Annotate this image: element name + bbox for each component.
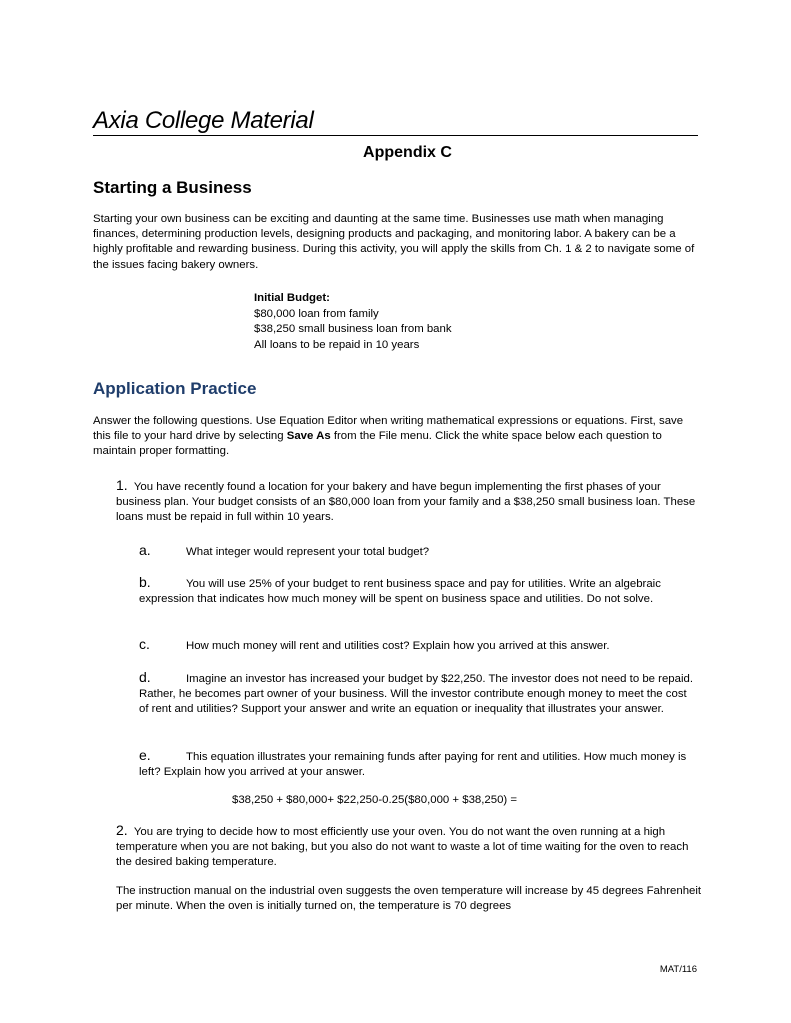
- section-heading-starting-business: Starting a Business: [93, 178, 252, 197]
- appendix-title: Appendix C: [363, 144, 452, 161]
- remaining-funds-equation: $38,250 + $80,000+ $22,250-0.25($80,000 + $38,250) =: [232, 794, 518, 806]
- budget-item: All loans to be repaid in 10 years: [254, 338, 420, 351]
- question-2-text: You are trying to decide how to most efficiently use your oven. You do not want the oven running at a high temperature when you are not baking, but you also do not want to waste a lot of time waiting for the oven to reach the desired baking temperature.: [116, 826, 689, 869]
- question-1-text: You have recently found a location for your bakery and have begun implementing the first phases of your business plan. Your budget consists of an $80,000 loan from your family and a $38,250 small business loan. These loans must be repaid in full within 10 years.: [116, 481, 696, 524]
- instructions-text-after: from the File menu. Click the white space below each question to maintain proper formatting.: [93, 430, 662, 458]
- instructions-text-before: Answer the following questions. Use Equation Editor when writing mathematical expressions or equations. First, save this file to your hard drive by selecting: [93, 415, 684, 443]
- question-1-number: 1.: [116, 477, 128, 493]
- question-1a: [139, 543, 699, 560]
- oven-manual-paragraph: The instruction manual on the industrial oven suggests the oven temperature will increase by 45 degrees Fahrenheit per minute. When the oven is initially turned on, the temperature is 70 degrees: [116, 885, 702, 913]
- question-1d: [139, 670, 699, 718]
- section-heading-application-practice: Application Practice: [93, 379, 257, 398]
- sub-text: How much money will rent and utilities cost? Explain how you arrived at this answer.: [186, 640, 610, 652]
- sub-letter: b.: [139, 574, 151, 590]
- initial-budget-block: [254, 291, 452, 353]
- sub-text: What integer would represent your total budget?: [186, 546, 430, 558]
- budget-label: Initial Budget:: [254, 292, 330, 304]
- save-as-emphasis: Save As: [286, 430, 331, 443]
- header-divider: [93, 135, 698, 136]
- sub-text: Imagine an investor has increased your budget by $22,250. The investor does not need to be repaid. Rather, he becomes part owner of your business. Will the investor contribute enough money to meet the cost of rent and utilities? Support your answer and write an equation or inequality that illustrates your answer.: [139, 673, 694, 716]
- sub-text: You will use 25% of your budget to rent business space and pay for utilities. Write an algebraic expression that indicates how much money will be spent on business space and utilities. Do not solve.: [139, 578, 661, 606]
- header-title: Axia College Material: [93, 107, 314, 134]
- question-2-number: 2.: [116, 822, 128, 838]
- question-1e: [139, 748, 699, 780]
- footer-course-code: MAT/116: [659, 964, 697, 975]
- sub-letter: a.: [139, 542, 151, 558]
- question-1b: [139, 575, 699, 607]
- question-2: [116, 823, 706, 871]
- sub-letter: e.: [139, 747, 151, 763]
- instructions-paragraph: [93, 414, 698, 460]
- sub-letter: c.: [139, 636, 150, 652]
- sub-text: This equation illustrates your remaining funds after paying for rent and utilities. How much money is left? Explain how you arrived at your answer.: [139, 751, 687, 779]
- sub-letter: d.: [139, 669, 151, 685]
- budget-item: $38,250 small business loan from bank: [254, 323, 452, 335]
- question-1: [116, 478, 706, 526]
- intro-paragraph: Starting your own business can be exciting and daunting at the same time. Businesses use math when managing finances, determining production levels, designing products and packaging, and monitoring labor. A bakery can be a highly profitable and rewarding business. During this activity, you will apply the skills from Ch. 1 & 2 to navigate some of the issues facing bakery owners.: [93, 213, 695, 271]
- question-1c: [139, 637, 699, 654]
- budget-item: $80,000 loan from family: [254, 307, 379, 320]
